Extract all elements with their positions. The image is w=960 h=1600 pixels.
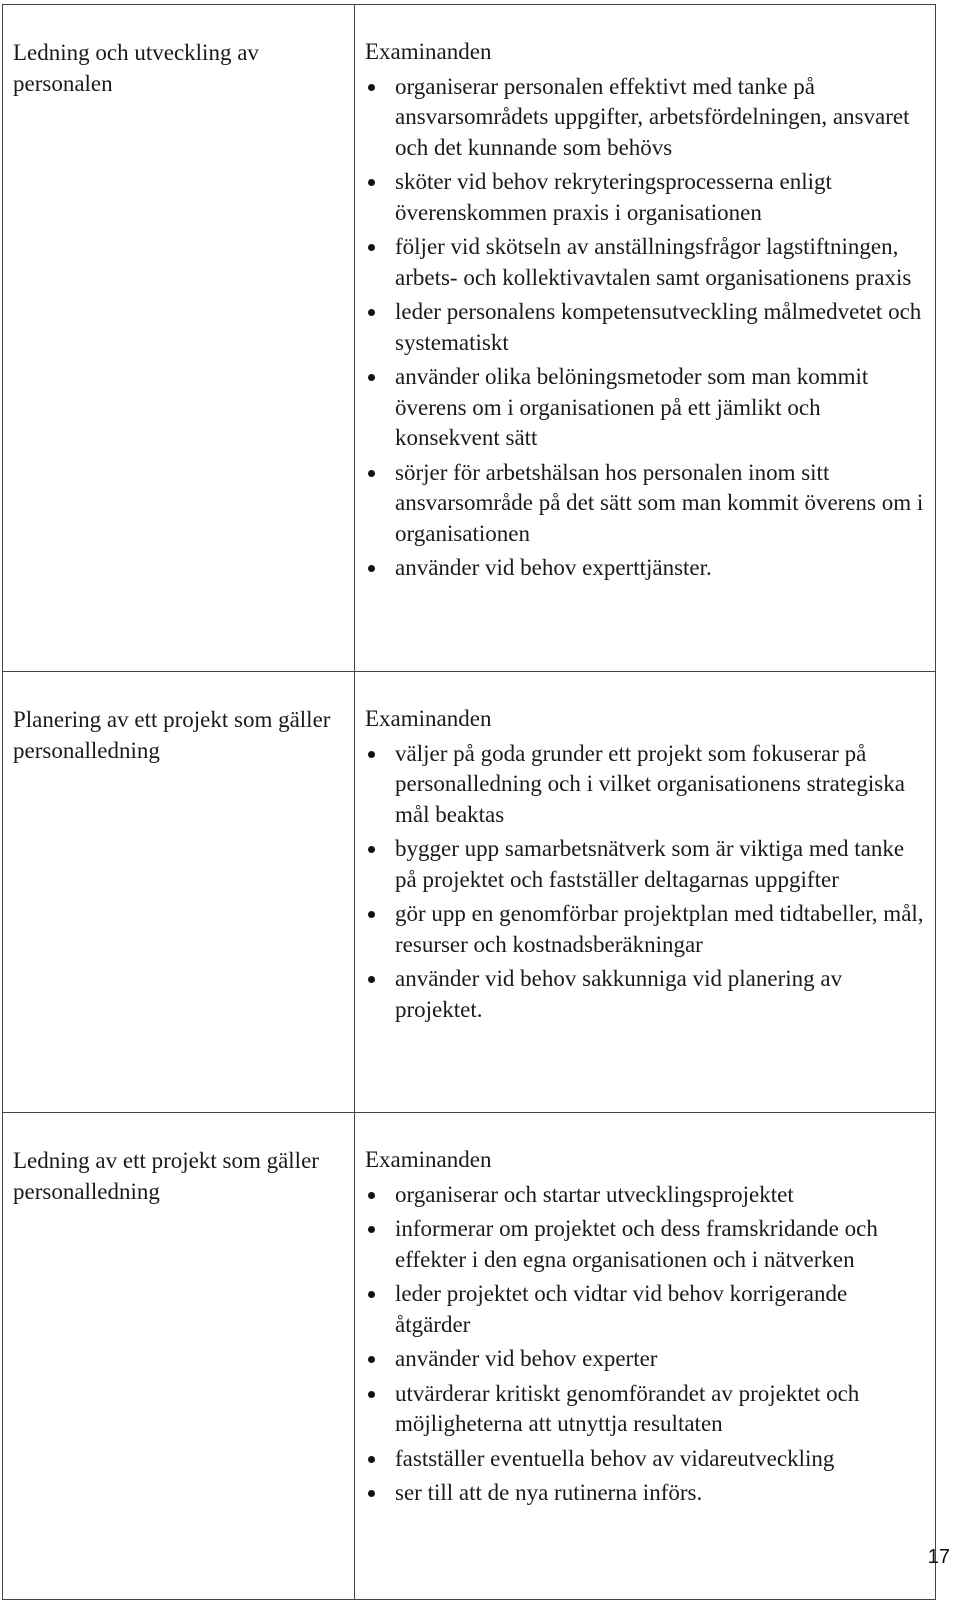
list-item: använder vid behov sakkunniga vid planering av projektet. <box>365 964 925 1025</box>
list-item: väljer på goda grunder ett projekt som fokuserar på personalledning och i vilket organisationens strategiska mål beaktas <box>365 739 925 831</box>
list-item: använder olika belöningsmetoder som man kommit överens om i organisationen på ett jämlikt och konsekvent sätt <box>365 362 925 454</box>
criteria-cell <box>355 672 936 1113</box>
list-item: sköter vid behov rekryteringsprocesserna enligt överenskommen praxis i organisationen <box>365 167 925 228</box>
list-item: använder vid behov experttjänster. <box>365 553 925 584</box>
list-item: utvärderar kritiskt genomförandet av projektet och möjligheterna att utnyttja resultaten <box>365 1379 925 1440</box>
list-item: följer vid skötseln av anställningsfrågor lagstiftningen, arbets- och kollektivavtalen samt organisationens praxis <box>365 232 925 293</box>
list-item: informerar om projektet och dess framskridande och effekter i den egna organisationen och i nätverken <box>365 1214 925 1275</box>
criteria-list <box>365 1180 925 1509</box>
list-item: leder projektet och vidtar vid behov korrigerande åtgärder <box>365 1279 925 1340</box>
list-item: fastställer eventuella behov av vidareutveckling <box>365 1444 925 1475</box>
section-title: Ledning och utveckling av personalen <box>13 40 259 96</box>
list-item: sörjer för arbetshälsan hos personalen inom sitt ansvarsområde på det sätt som man kommit överens om i organisationen <box>365 458 925 550</box>
list-item: gör upp en genomförbar projektplan med tidtabeller, mål, resurser och kostnadsberäkningar <box>365 899 925 960</box>
list-item: organiserar personalen effektivt med tanke på ansvarsområdets uppgifter, arbetsfördelningen, ansvaret och det kunnande som behövs <box>365 72 925 164</box>
criteria-table <box>2 4 936 1600</box>
list-item: bygger upp samarbetsnätverk som är viktiga med tanke på projektet och fastställer deltagarnas uppgifter <box>365 834 925 895</box>
list-item: använder vid behov experter <box>365 1344 925 1375</box>
section-title-cell <box>3 5 355 672</box>
table-row <box>3 1113 936 1600</box>
table-row <box>3 5 936 672</box>
criteria-list <box>365 739 925 1026</box>
section-title-cell <box>3 1113 355 1600</box>
page-number: 17 <box>927 1546 950 1568</box>
criteria-cell <box>355 5 936 672</box>
table-row <box>3 672 936 1113</box>
section-title-cell <box>3 672 355 1113</box>
list-item: leder personalens kompetensutveckling målmedvetet och systematiskt <box>365 297 925 358</box>
criteria-lead: Examinanden <box>365 1147 492 1172</box>
list-item: ser till att de nya rutinerna införs. <box>365 1478 925 1509</box>
section-title: Ledning av ett projekt som gäller personalledning <box>13 1148 319 1204</box>
list-item: organiserar och startar utvecklingsprojektet <box>365 1180 925 1211</box>
criteria-lead: Examinanden <box>365 39 492 64</box>
criteria-list <box>365 72 925 584</box>
criteria-lead: Examinanden <box>365 706 492 731</box>
section-title: Planering av ett projekt som gäller personalledning <box>13 707 331 763</box>
criteria-cell <box>355 1113 936 1600</box>
